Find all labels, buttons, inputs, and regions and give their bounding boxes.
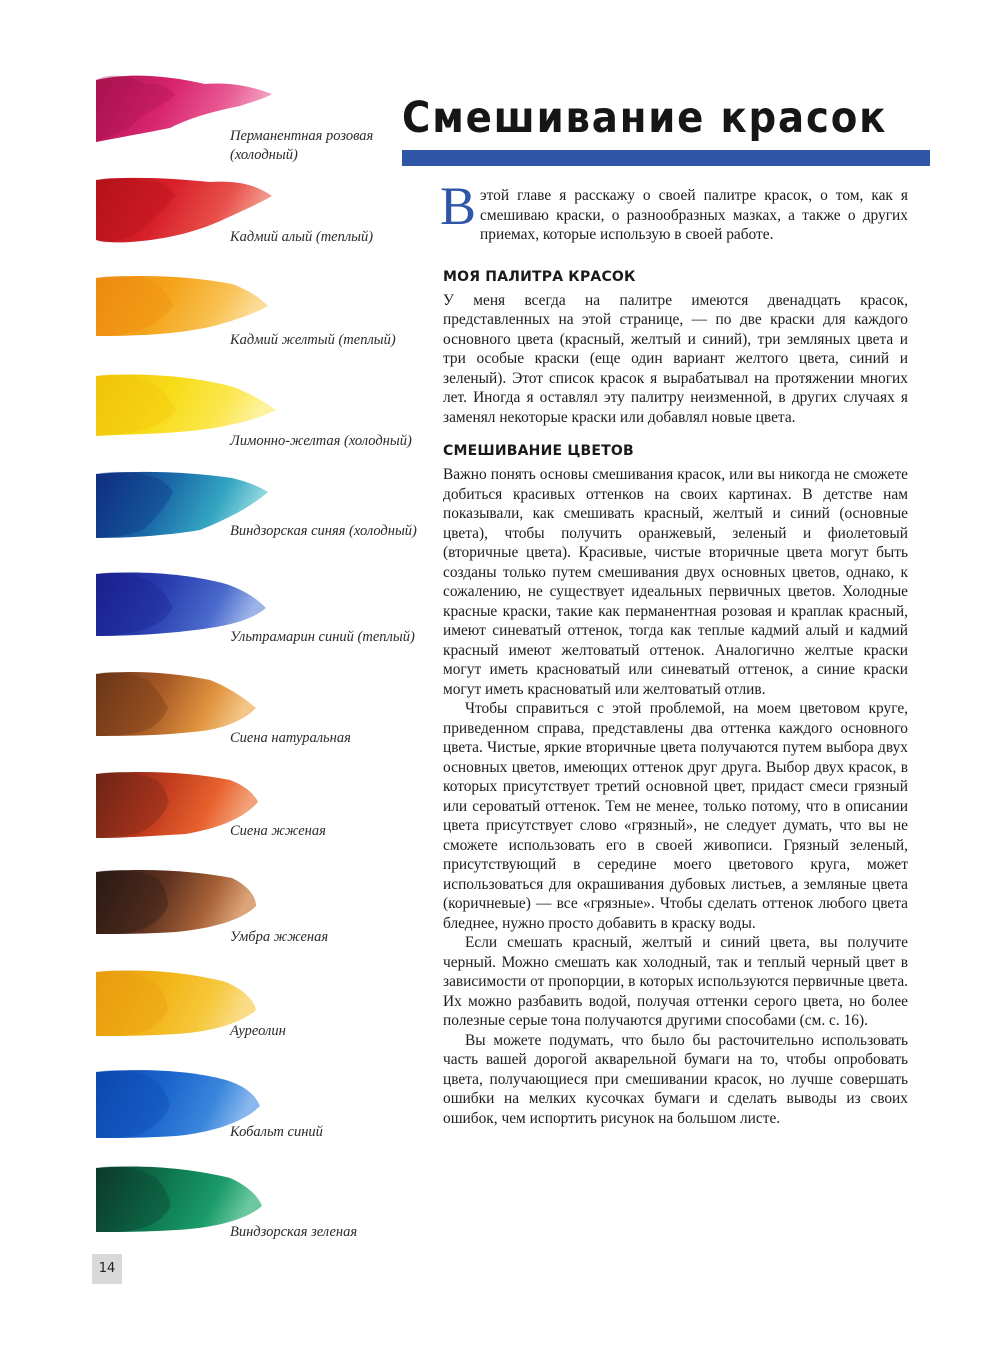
section-heading-palette: МОЯ ПАЛИТРА КРАСОК — [443, 268, 636, 285]
swatch-caption: Лимонно-желтая (холодный) — [230, 433, 412, 449]
swatch-caption: Сиена натуральная — [230, 730, 351, 746]
paragraph: У меня всегда на палитре имеются двенадцать красок, представленных на этой странице, — по две краски для каждого основного цвета (красный, желтый и синий), три земляных цвета и три особые краски (еще один вариант желтого цвета, синий и зеленый). Этот список красок я вырабатывал на протяжении многих лет. Иногда я оставлял эту палитру неизменной, в других случаях я заменял некоторые краски или добавлял новые цвета. — [443, 291, 908, 426]
swatch-caption: Кадмий алый (теплый) — [230, 229, 374, 245]
drop-cap: В — [440, 176, 477, 236]
intro-text: этой главе я расскажу о своей палитре красок, о том, как я смешиваю краски, о разнообразных мазках, а также о других приемах, которые использую в своей работе. — [480, 187, 908, 243]
page-number: 14 — [92, 1254, 122, 1284]
swatch-caption: Кобальт синий — [230, 1124, 323, 1140]
page-title: Смешивание красок — [402, 93, 888, 143]
swatch-caption: Ультрамарин синий (теплый) — [230, 629, 415, 645]
paragraph: Если смешать красный, желтый и синий цвета, вы получите черный. Можно смешать как холодный, так и теплый черный цвет в зависимости от пропорции, в которых используются первичные цвета. Их можно разбавить водой, получая оттенки серого цвета, но более полезные серые тона получаются другими способами (см. с. 16). — [443, 934, 908, 1029]
paragraph: Вы можете подумать, что было бы расточительно использовать часть вашей дорогой акварельной бумаги на то, чтобы опробовать цвета, получающиеся при смешивании красок, но лучше совершать ошибки на мелких кусочках бумаги и сделать выводы из своих ошибок, чем испортить рисунок на большом листе. — [443, 1031, 908, 1127]
paragraph: Важно понять основы смешивания красок, или вы никогда не сможете добиться красивых оттенков на своих картинах. В детстве нам показывали, как смешивать красный, желтый и синий (основные цвета), чтобы получить оранжевый, зеленый и фиолетовый (вторичные цвета). Красивые, чистые вторичные цвета могут быть созданы только путем смешивания двух основных цветов, однако, к сожалению, не существует идеальных первичных цветов. Холодные красные краски, такие как перманентная розовая и краплак красный, имеют синеватый оттенок, тогда как теплые кадмий алый и кадмий красный имеют желтоватый оттенок. Аналогично желтые краски могут иметь красноватый или синеватый оттенок, а синие краски могут иметь красноватый или желтоватый отлив. — [443, 466, 908, 698]
title-accent-bar — [402, 150, 930, 166]
section-heading-mixing: СМЕШИВАНИЕ ЦВЕТОВ — [443, 443, 634, 459]
swatch-caption: Сиена жженая — [230, 823, 326, 839]
article-body — [440, 176, 908, 1128]
swatch-caption: Умбра жженая — [230, 929, 329, 945]
swatch-caption: Ауреолин — [230, 1023, 286, 1039]
paragraph: Чтобы справиться с этой проблемой, на моем цветовом круге, приведенном справа, представлены два оттенка каждого основного цвета. Чистые, яркие вторичные цвета получаются путем выбора двух основных цветов, имеющих оттенок друг друга. Выбор двух красок, в которых присутствует третий основной цвет, придаст смеси грязный или сероватый оттенок. Тем не менее, только потому, что в описании цвета присутствует слово «грязный», не следует думать, что вы не сможете использовать его в своей живописи. Грязный зеленый, присутствующий в середине моего цветового круга, может использоваться для окрашивания дубовых листьев, а земляные цвета (коричневые) — все «грязные». Чтобы сделать оттенок любого цвета бледнее, нужно просто добавить в краску воды. — [443, 700, 908, 932]
swatch-caption: Виндзорская синяя (холодный) — [230, 523, 417, 539]
swatch-caption: Виндзорская зеленая — [230, 1224, 358, 1240]
intro-paragraph — [440, 176, 908, 245]
swatch-caption: Перманентная розовая (холодный) — [230, 128, 374, 163]
swatch-caption: Кадмий желтый (теплый) — [230, 332, 396, 348]
